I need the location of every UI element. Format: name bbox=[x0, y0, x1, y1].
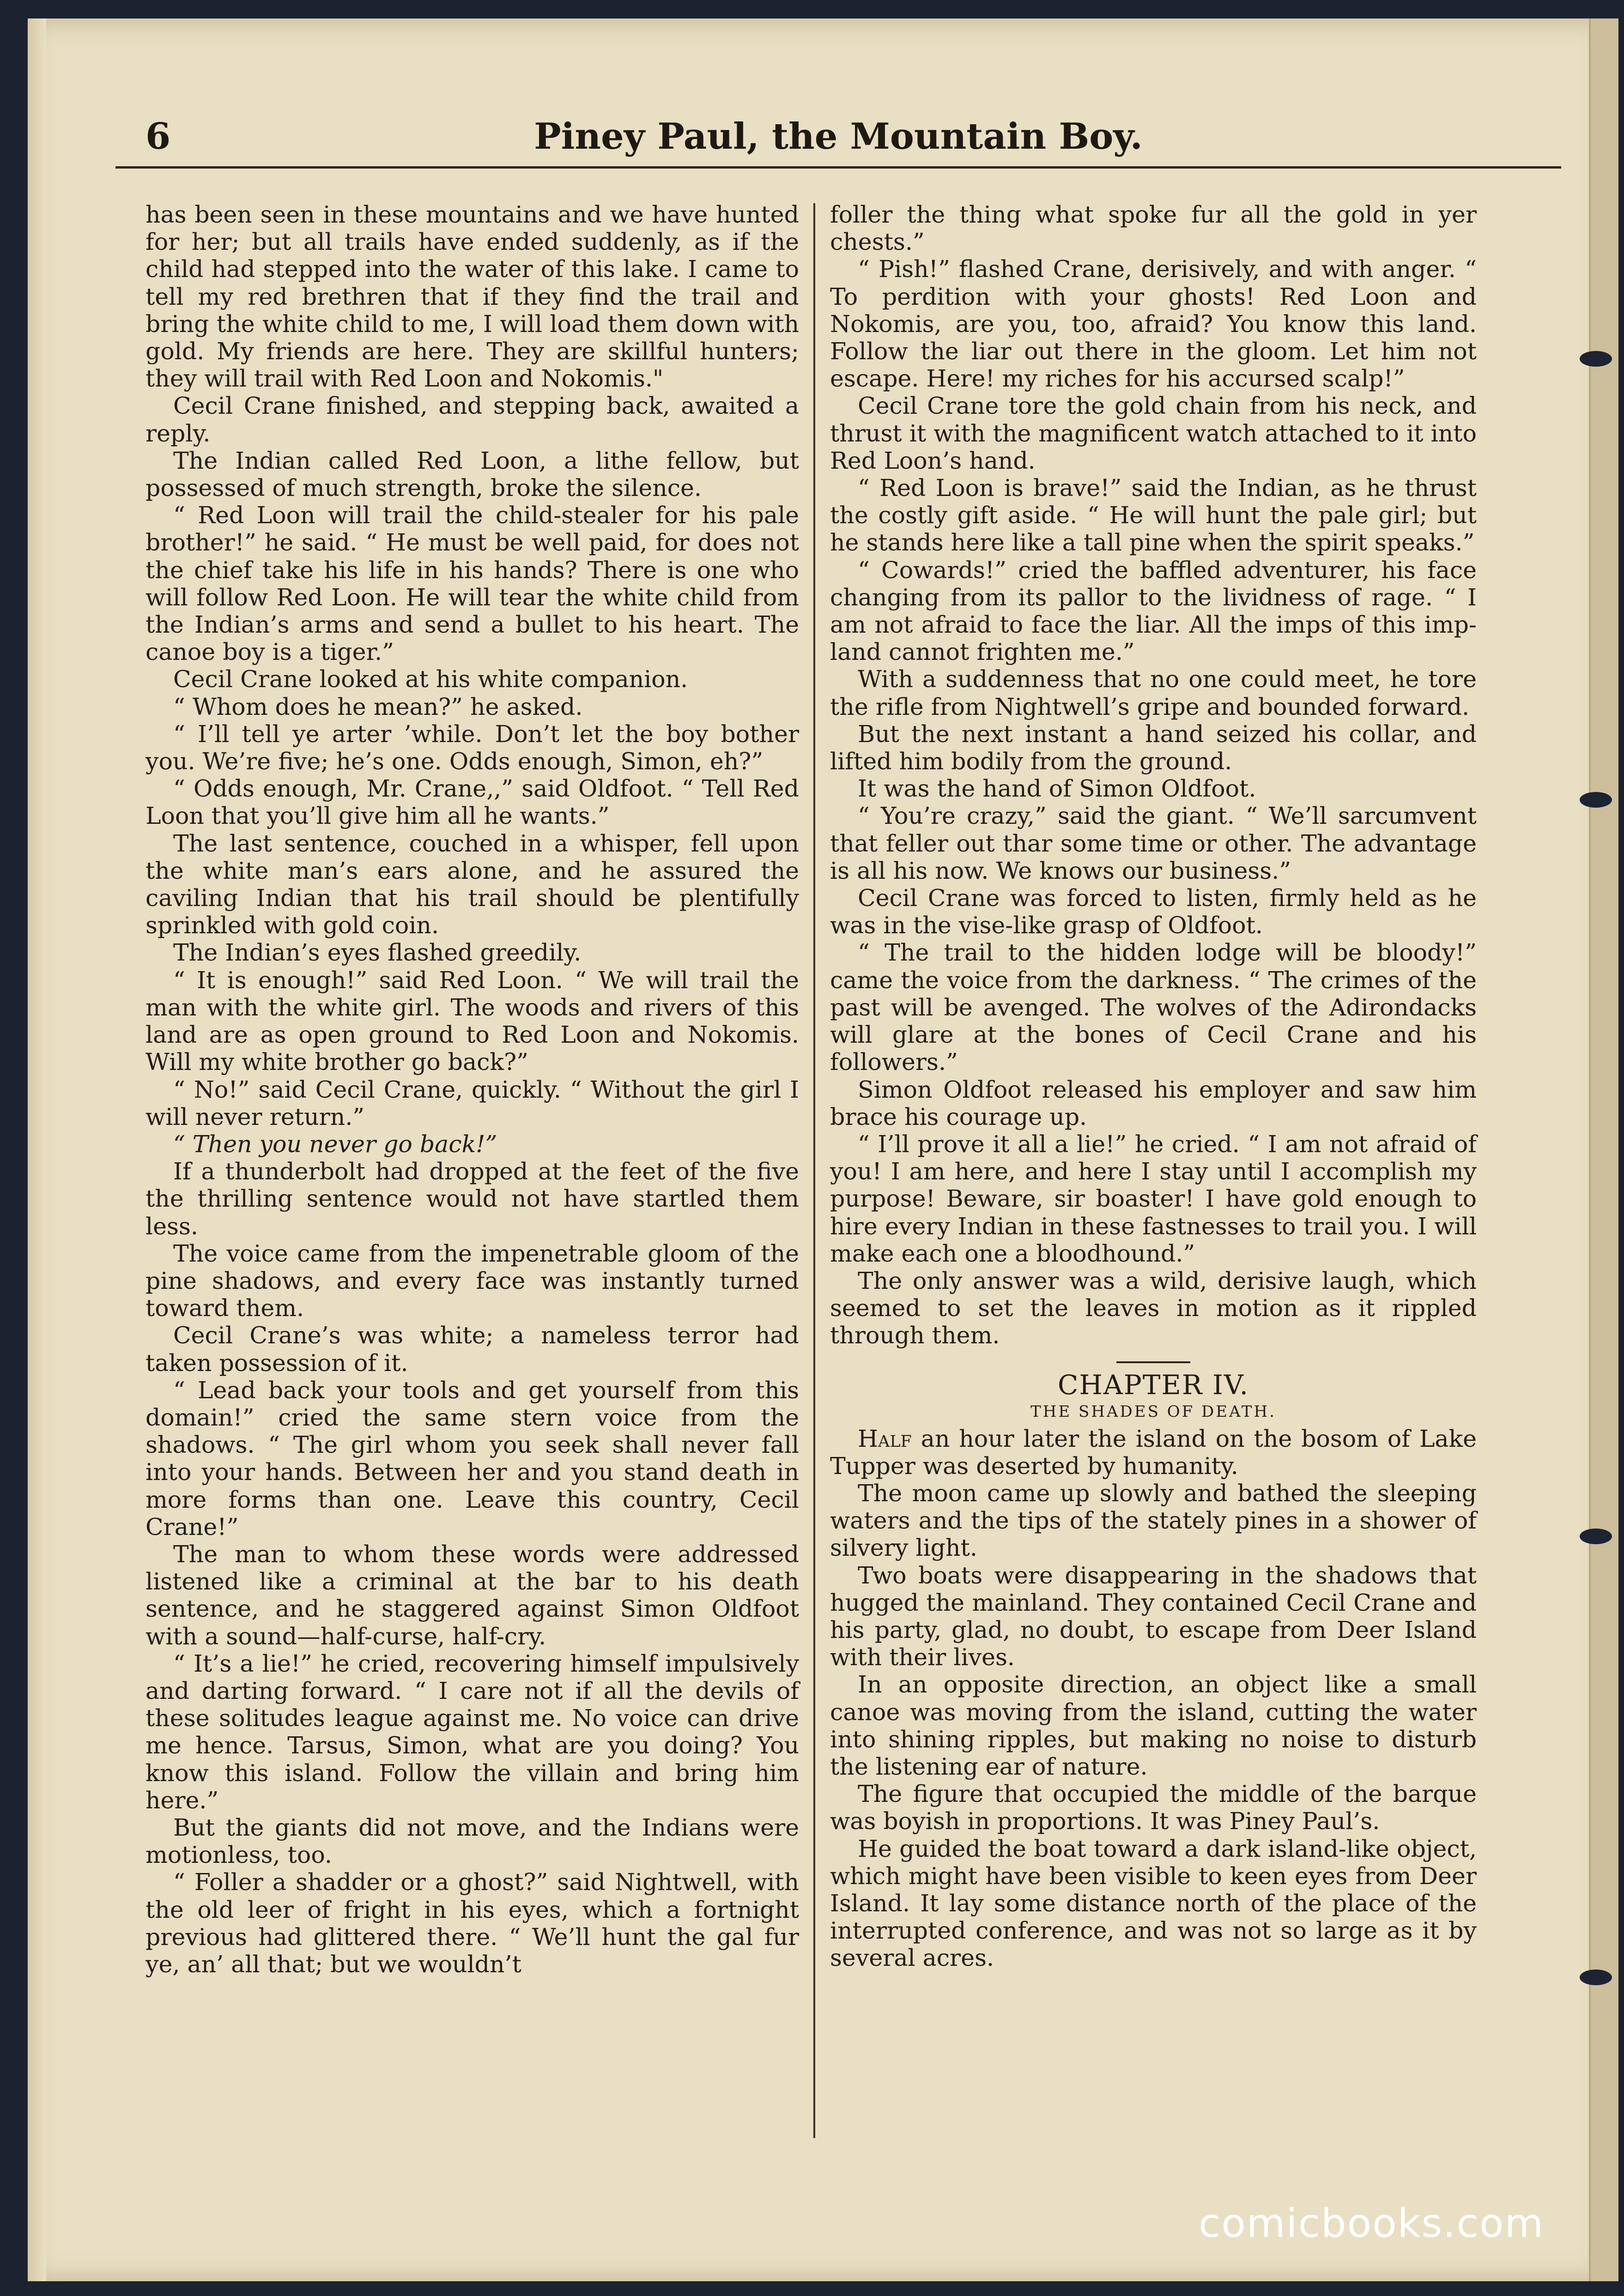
paragraph: Cecil Crane was forced to listen, firmly held as he was in the vise-like grasp of Oldfoot. bbox=[830, 884, 1477, 939]
paragraph: “ Cowards!” cried the baffled adventurer, his face changing from its pallor to the lividness of rage. “ I am not afraid to face the liar. All the imps of this imp-land cannot frighten me.” bbox=[830, 556, 1477, 666]
chapter-first-paragraph bbox=[830, 1425, 1477, 1480]
paragraph: He guided the boat toward a dark island-like object, which might have been visible to keen eyes from Deer Island. It lay some distance north of the place of the interrupted conference, and was not so large as it by several acres. bbox=[830, 1835, 1477, 1972]
paragraph: “ Whom does he mean?” he asked. bbox=[173, 693, 583, 720]
left-text-column bbox=[145, 201, 799, 1978]
paragraph: “ Odds enough, Mr. Crane,,” said Oldfoot. “ Tell Red Loon that you’ll give him all he wants.” bbox=[145, 775, 799, 830]
paragraph: “ Red Loon is brave!” said the Indian, as he thrust the costly gift aside. “ He will hunt the pale girl; but he stands here like a tall pine when the spirit speaks.” bbox=[830, 474, 1477, 556]
binding-hole bbox=[1580, 1970, 1612, 1985]
page-left-edge bbox=[28, 18, 46, 2281]
paragraph: “ The trail to the hidden lodge will be bloody!” came the voice from the darkness. “ The crimes of the past will be avenged. The wolves of the Adirondacks will glare at the bones of Cecil Crane and his followers.” bbox=[830, 939, 1477, 1076]
binding-hole bbox=[1580, 1529, 1612, 1544]
paragraph: “ It is enough!” said Red Loon. “ We will trail the man with the white girl. The woods and rivers of this land are as open ground to Red Loon and Nokomis. Will my white brother go back?” bbox=[145, 966, 799, 1076]
paragraph: foller the thing what spoke fur all the gold in yer chests.” bbox=[830, 201, 1477, 256]
chapter-subheading: THE SHADES OF DEATH. bbox=[1030, 1402, 1276, 1421]
paragraph: “ Foller a shadder or a ghost?” said Nightwell, with the old leer of fright in his eyes, which a fortnight previous had glittered there. “ We’ll hunt the gal fur ye, an’ all that; but we wouldn’t bbox=[145, 1868, 799, 1978]
binding-hole bbox=[1580, 792, 1612, 808]
paragraph: “ Red Loon will trail the child-stealer for his pale brother!” he said. “ He must be well paid, for does not the chief take his life in his hands? There is one who will follow Red Loon. He will tear the white child from the Indian’s arms and send a bullet to his heart. The canoe boy is a tiger.” bbox=[145, 501, 799, 666]
paragraph: The moon came up slowly and bathed the sleeping waters and the tips of the stately pines in a shower of silvery light. bbox=[830, 1479, 1477, 1562]
paragraph: The Indian’s eyes flashed greedily. bbox=[173, 939, 582, 967]
paragraph: In an opposite direction, an object like a small canoe was moving from the island, cutting the water into shining ripples, but making no noise to disturb the listening ear of nature. bbox=[830, 1671, 1477, 1780]
watermark-text: comicbooks.com bbox=[1199, 2200, 1545, 2247]
column-divider bbox=[813, 203, 815, 2138]
paragraph: It was the hand of Simon Oldfoot. bbox=[858, 775, 1256, 803]
chapter-heading: CHAPTER IV. bbox=[1057, 1369, 1249, 1401]
drop-word: Half bbox=[858, 1425, 912, 1452]
paragraph: But the next instant a hand seized his collar, and lifted him bodily from the ground. bbox=[830, 720, 1477, 775]
paragraph: “ It’s a lie!” he cried, recovering himself impulsively and darting forward. “ I care not if all the devils of these solitudes league against me. No voice can drive me hence. Tarsus, Simon, what are you doing? You know this island. Follow the villain and bring him here.” bbox=[145, 1649, 799, 1814]
paragraph: Cecil Crane tore the gold chain from his neck, and thrust it with the magnificent watch attached to it into Red Loon’s hand. bbox=[830, 392, 1477, 474]
paragraph: “ Lead back your tools and get yourself from this domain!” cried the same stern voice from the shadows. “ The girl whom you seek shall never fall into your hands. Between her and you stand death in more forms than one. Leave this country, Cecil Crane!” bbox=[145, 1376, 799, 1541]
running-title: Piney Paul, the Mountain Boy. bbox=[534, 115, 1143, 157]
paragraph: has been seen in these mountains and we have hunted for her; but all trails have ended suddenly, as if the child had stepped into the water of this lake. I came to tell my red brethren that if they find the trail and bring the white child to me, I will load them down with gold. My friends are here. They are skillful hunters; they will trail with Red Loon and Nokomis." bbox=[145, 201, 799, 393]
paragraph: “ Then you never go back!” bbox=[173, 1130, 497, 1158]
paragraph: The last sentence, couched in a whisper, fell upon the white man’s ears alone, and he assured the caviling Indian that his trail should be plentifully sprinkled with gold coin. bbox=[145, 829, 799, 939]
paragraph: “ I’ll tell ye arter ’while. Don’t let the boy bother you. We’re five; he’s one. Odds enough, Simon, eh?” bbox=[145, 720, 799, 775]
paragraph: “ No!” said Cecil Crane, quickly. “ Without the girl I will never return.” bbox=[145, 1075, 799, 1130]
paragraph: The Indian called Red Loon, a lithe fellow, but possessed of much strength, broke the silence. bbox=[145, 447, 799, 502]
paragraph: Cecil Crane’s was white; a nameless terror had taken possession of it. bbox=[145, 1322, 799, 1377]
chapter-divider-rule bbox=[1116, 1361, 1190, 1363]
paragraph: The man to whom these words were addressed listened like a criminal at the bar to his death sentence, and he staggered against Simon Oldfoot with a sound—half-curse, half-cry. bbox=[145, 1540, 799, 1650]
paragraph: Cecil Crane finished, and stepping back, awaited a reply. bbox=[145, 392, 799, 447]
paragraph-text: an hour later the island on the bosom of Lake Tupper was deserted by humanity. bbox=[830, 1425, 1477, 1480]
paragraph: Simon Oldfoot released his employer and saw him brace his courage up. bbox=[830, 1075, 1477, 1130]
paragraph: If a thunderbolt had dropped at the feet of the five the thrilling sentence would not have startled them less. bbox=[145, 1158, 799, 1240]
paragraph: “ Pish!” flashed Crane, derisively, and with anger. “ To perdition with your ghosts! Red Loon and Nokomis, are you, too, afraid? You know this land. Follow the liar out there in the gloom. Let him not escape. Here! my riches for his accursed scalp!” bbox=[830, 255, 1477, 393]
paragraph: The figure that occupied the middle of the barque was boyish in proportions. It was Piney Paul’s. bbox=[830, 1780, 1477, 1835]
paragraph: The voice came from the impenetrable gloom of the pine shadows, and every face was instantly turned toward them. bbox=[145, 1239, 799, 1322]
running-header bbox=[115, 113, 1561, 169]
page-number: 6 bbox=[145, 115, 171, 157]
right-text-column bbox=[830, 201, 1477, 1972]
paragraph: But the giants did not move, and the Indians were motionless, too. bbox=[145, 1813, 799, 1869]
paragraph: “ I’ll prove it all a lie!” he cried. “ I am not afraid of you! I am here, and here I stay until I accomplish my purpose! Beware, sir boaster! I have gold enough to hire every Indian in these fastnesses to trail you. I will make each one a bloodhound.” bbox=[830, 1130, 1477, 1267]
paragraph: With a suddenness that no one could meet, he tore the rifle from Nightwell’s gripe and bounded forward. bbox=[830, 665, 1477, 720]
paragraph: The only answer was a wild, derisive laugh, which seemed to set the leaves in motion as it rippled through them. bbox=[830, 1267, 1477, 1349]
paragraph: Two boats were disappearing in the shadows that hugged the mainland. They contained Cecil Crane and his party, glad, no doubt, to escape from Deer Island with their lives. bbox=[830, 1561, 1477, 1671]
paragraph: Cecil Crane looked at his white companion. bbox=[173, 665, 688, 693]
paragraph: “ You’re crazy,” said the giant. “ We’ll sarcumvent that feller out thar some time or other. The advantage is all his now. We knows our business.” bbox=[830, 802, 1477, 884]
binding-hole bbox=[1580, 351, 1612, 367]
